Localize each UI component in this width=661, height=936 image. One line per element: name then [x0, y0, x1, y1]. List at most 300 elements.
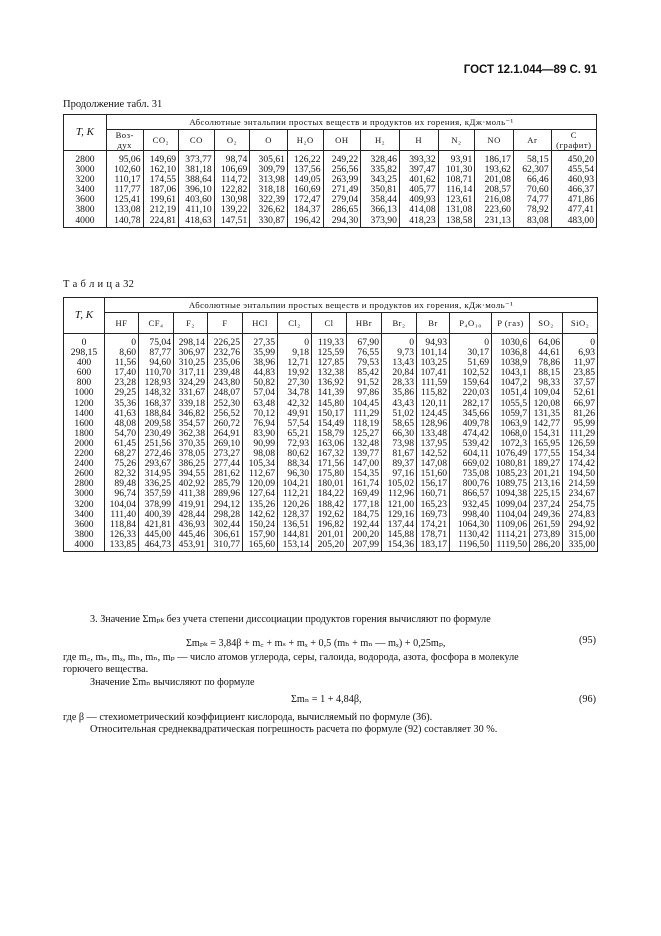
enthalpy-super-header: Абсолютные энтальпии простых веществ и продуктов их горения, кДж·моль⁻¹: [105, 298, 598, 313]
table-cell: 1080,81: [492, 459, 530, 469]
table-cell: 130,98: [214, 195, 250, 205]
table-cell: 98,74: [214, 151, 250, 166]
table-cell: 125,59: [312, 348, 347, 358]
table-31: [63, 114, 597, 228]
table-cell: 75,26: [105, 459, 139, 469]
table-cell: 421,81: [139, 520, 174, 530]
table-cell: 43,43: [382, 399, 417, 409]
column-header: CO₂: [143, 130, 179, 151]
table-cell: 402,92: [174, 479, 208, 489]
table-cell: 214,59: [563, 479, 598, 489]
table-cell: 90,99: [243, 439, 278, 449]
table-cell: 111,29: [347, 409, 382, 419]
table-cell: 13,43: [382, 358, 417, 368]
table-cell: 30,17: [450, 348, 492, 358]
table-cell: 9,18: [278, 348, 312, 358]
column-header: C (графит): [551, 130, 596, 151]
temperature-cell: 3000: [64, 489, 105, 499]
table-cell: 401,62: [399, 175, 438, 185]
table-cell: 450,20: [551, 151, 596, 166]
table-cell: 212,19: [143, 205, 179, 215]
column-header: F: [208, 313, 243, 334]
table-row: [64, 205, 597, 215]
table-cell: 160,69: [287, 185, 323, 195]
table-cell: 409,78: [450, 419, 492, 429]
table-cell: 445,00: [139, 530, 174, 540]
table-cell: 125,41: [106, 195, 143, 205]
table-cell: 57,04: [243, 388, 278, 398]
table-cell: 1030,6: [492, 334, 530, 349]
table-cell: 1036,8: [492, 348, 530, 358]
table-cell: 50,82: [243, 378, 278, 388]
table-cell: 103,25: [417, 358, 450, 368]
table-cell: 137,56: [287, 165, 323, 175]
table-cell: 174,55: [143, 175, 179, 185]
column-header: P (газ): [492, 313, 530, 334]
table-cell: 273,27: [208, 449, 243, 459]
table-cell: 1047,2: [492, 378, 530, 388]
table-row: [64, 399, 598, 409]
t-column-header: T, K: [64, 115, 107, 151]
table-cell: 309,79: [250, 165, 288, 175]
table-row: [64, 216, 597, 228]
table-cell: 177,55: [530, 449, 563, 459]
table-cell: 272,46: [139, 449, 174, 459]
table-cell: 1099,04: [492, 500, 530, 510]
table-cell: 49,91: [278, 409, 312, 419]
table-cell: 85,42: [347, 368, 382, 378]
table-cell: 11,56: [105, 358, 139, 368]
table-cell: 133,48: [417, 429, 450, 439]
table-cell: 133,85: [105, 540, 139, 552]
column-header: HCl: [243, 313, 278, 334]
table-cell: 324,29: [174, 378, 208, 388]
table31-caption: Продолжение табл. 31: [63, 99, 163, 110]
table-cell: 230,49: [139, 429, 174, 439]
table-cell: 83,90: [243, 429, 278, 439]
table-cell: 97,16: [382, 469, 417, 479]
table-cell: 192,62: [312, 510, 347, 520]
table-cell: 109,04: [530, 388, 563, 398]
table-cell: 184,22: [312, 489, 347, 499]
table-cell: 98,08: [243, 449, 278, 459]
table-cell: 315,00: [563, 530, 598, 540]
table-cell: 95,99: [563, 419, 598, 429]
table-cell: 1063,9: [492, 419, 530, 429]
table-cell: 144,81: [278, 530, 312, 540]
table-cell: 28,33: [382, 378, 417, 388]
temperature-cell: 3800: [64, 530, 105, 540]
equation-number-95: (95): [579, 635, 596, 646]
table-cell: 145,80: [312, 399, 347, 409]
table-cell: 335,00: [563, 540, 598, 552]
temperature-cell: 1000: [64, 388, 105, 398]
table-cell: 293,67: [139, 459, 174, 469]
table-cell: 317,11: [174, 368, 208, 378]
column-header: O₂: [214, 130, 250, 151]
table-cell: 213,16: [530, 479, 563, 489]
table-cell: 11,97: [563, 358, 598, 368]
table-cell: 112,67: [243, 469, 278, 479]
table-cell: 148,32: [139, 388, 174, 398]
table-cell: 114,72: [214, 175, 250, 185]
table-cell: 350,81: [361, 185, 400, 195]
table-cell: 119,33: [312, 334, 347, 349]
enthalpy-super-header: Абсолютные энтальпии простых веществ и продуктов их горения, кДж·моль⁻¹: [106, 115, 596, 130]
table-cell: 471,86: [551, 195, 596, 205]
table-cell: 294,12: [208, 500, 243, 510]
table-cell: 310,25: [174, 358, 208, 368]
table-cell: 79,53: [347, 358, 382, 368]
table-cell: 136,92: [312, 378, 347, 388]
table-cell: 102,60: [106, 165, 143, 175]
table-row: [64, 185, 597, 195]
table-cell: 122,82: [214, 185, 250, 195]
table-cell: 126,22: [287, 151, 323, 166]
table-cell: 126,33: [105, 530, 139, 540]
table-cell: 105,34: [243, 459, 278, 469]
table-cell: 165,60: [243, 540, 278, 552]
table-cell: 117,77: [106, 185, 143, 195]
table-cell: 231,13: [475, 216, 514, 228]
table-cell: 256,56: [323, 165, 361, 175]
table-cell: 336,25: [139, 479, 174, 489]
page-header: ГОСТ 12.1.044—89 С. 91: [463, 64, 597, 76]
column-header: F₂: [174, 313, 208, 334]
table-cell: 58,65: [382, 419, 417, 429]
column-header: N₂: [438, 130, 475, 151]
table-cell: 234,67: [563, 489, 598, 499]
table-cell: 1051,4: [492, 388, 530, 398]
table-cell: 373,90: [361, 216, 400, 228]
t-column-header: T, K: [64, 298, 105, 334]
table-cell: 20,84: [382, 368, 417, 378]
table-cell: 42,32: [278, 399, 312, 409]
temperature-cell: 0: [64, 334, 105, 349]
formula-96: Σmₙ = 1 + 4,84β,: [291, 694, 362, 705]
table-32: [63, 297, 598, 552]
table-cell: 27,30: [278, 378, 312, 388]
table-cell: 139,77: [347, 449, 382, 459]
table-cell: 282,17: [450, 399, 492, 409]
column-header: O: [250, 130, 288, 151]
column-header: CO: [179, 130, 215, 151]
table-cell: 120,26: [278, 500, 312, 510]
table-cell: 186,17: [475, 151, 514, 166]
table-cell: 81,67: [382, 449, 417, 459]
table-cell: 405,77: [399, 185, 438, 195]
table-cell: 378,99: [139, 500, 174, 510]
table-cell: 411,38: [174, 489, 208, 499]
table-cell: 294,92: [563, 520, 598, 530]
table-row: [64, 165, 597, 175]
table-cell: 298,14: [174, 334, 208, 349]
table-cell: 1114,21: [492, 530, 530, 540]
temperature-cell: 1400: [64, 409, 105, 419]
table-cell: 41,63: [105, 409, 139, 419]
table-cell: 96,30: [278, 469, 312, 479]
table-cell: 174,42: [563, 459, 598, 469]
table-cell: 378,05: [174, 449, 208, 459]
column-header: H: [399, 130, 438, 151]
table-cell: 37,57: [563, 378, 598, 388]
table-cell: 137,95: [417, 439, 450, 449]
table-cell: 78,86: [530, 358, 563, 368]
table32-caption: Т а б л и ц а 32: [63, 279, 135, 290]
table-cell: 104,04: [105, 500, 139, 510]
table-cell: 271,49: [323, 185, 361, 195]
paragraph-3: 3. Значение Σmₚₖ без учета степени диссоциации продуктов горения вычисляют по формуле: [90, 614, 491, 625]
table-cell: 418,63: [179, 216, 215, 228]
table-cell: 208,57: [475, 185, 514, 195]
table-cell: 154,31: [530, 429, 563, 439]
table-cell: 61,45: [105, 439, 139, 449]
table-cell: 44,61: [530, 348, 563, 358]
where-clause-2: где β — стехиометрический коэффициент кислорода, вычисляемый по формуле (36).: [63, 712, 433, 723]
table-cell: 147,08: [417, 459, 450, 469]
table-cell: 373,77: [179, 151, 215, 166]
table-cell: 89,48: [105, 479, 139, 489]
table-cell: 998,40: [450, 510, 492, 520]
table-cell: 65,21: [278, 429, 312, 439]
column-header: HBr: [347, 313, 382, 334]
table-cell: 366,13: [361, 205, 400, 215]
table-cell: 104,21: [278, 479, 312, 489]
table-cell: 735,08: [450, 469, 492, 479]
column-header: SiO₂: [563, 313, 598, 334]
table-cell: 19,92: [278, 368, 312, 378]
table-row: [64, 151, 597, 166]
table-cell: 125,27: [347, 429, 382, 439]
table-cell: 932,45: [450, 500, 492, 510]
table-cell: 133,08: [106, 205, 143, 215]
table-cell: 75,04: [139, 334, 174, 349]
table-cell: 184,37: [287, 205, 323, 215]
table-cell: 866,57: [450, 489, 492, 499]
table-cell: 397,47: [399, 165, 438, 175]
table-cell: 123,61: [438, 195, 475, 205]
table-cell: 111,40: [105, 510, 139, 520]
table-cell: 73,98: [382, 439, 417, 449]
table-cell: 330,87: [250, 216, 288, 228]
table-cell: 132,38: [312, 368, 347, 378]
table-cell: 237,24: [530, 500, 563, 510]
table-row: [64, 479, 598, 489]
table-cell: 8,60: [105, 348, 139, 358]
table-cell: 279,04: [323, 195, 361, 205]
table-cell: 127,64: [243, 489, 278, 499]
table-cell: 428,44: [174, 510, 208, 520]
table-cell: 604,11: [450, 449, 492, 459]
table-cell: 115,82: [417, 388, 450, 398]
table-cell: 248,07: [208, 388, 243, 398]
table-cell: 252,30: [208, 399, 243, 409]
table-cell: 199,61: [143, 195, 179, 205]
table-cell: 104,45: [347, 399, 382, 409]
table-cell: 118,19: [347, 419, 382, 429]
table-cell: 326,62: [250, 205, 288, 215]
table-row: [64, 429, 598, 439]
table-cell: 322,39: [250, 195, 288, 205]
formula-95: Σmₚₖ = 3,84β + m꜀ + mₛ + mₓ + 0,5 (mₕ + mₙ — mₓ) + 0,25mₚ,: [186, 638, 446, 649]
temperature-cell: 2200: [64, 449, 105, 459]
table-cell: 156,17: [417, 479, 450, 489]
table-cell: 225,15: [530, 489, 563, 499]
table-cell: 393,32: [399, 151, 438, 166]
table-cell: 147,51: [214, 216, 250, 228]
table-cell: 388,64: [179, 175, 215, 185]
table-cell: 57,54: [278, 419, 312, 429]
table-cell: 285,79: [208, 479, 243, 489]
table-cell: 66,30: [382, 429, 417, 439]
temperature-cell: 2800: [64, 479, 105, 489]
table-row: [64, 334, 598, 349]
table-cell: 235,06: [208, 358, 243, 368]
table-cell: 183,17: [417, 540, 450, 552]
table-cell: 1064,30: [450, 520, 492, 530]
temperature-cell: 4000: [64, 216, 107, 228]
column-header: H₂O: [287, 130, 323, 151]
table-cell: 168,37: [139, 399, 174, 409]
column-header: Воз- дух: [106, 130, 143, 151]
table-cell: 154,36: [382, 540, 417, 552]
table-row: [64, 520, 598, 530]
table-cell: 414,08: [399, 205, 438, 215]
table-cell: 76,55: [347, 348, 382, 358]
table-cell: 118,84: [105, 520, 139, 530]
table-cell: 194,50: [563, 469, 598, 479]
table-cell: 128,96: [417, 419, 450, 429]
table-cell: 35,36: [105, 399, 139, 409]
table-cell: 232,76: [208, 348, 243, 358]
table-cell: 249,22: [323, 151, 361, 166]
table-cell: 63,48: [243, 399, 278, 409]
table-cell: 0: [450, 334, 492, 349]
where-clause-1-cont: горючего вещества.: [63, 664, 149, 675]
table-cell: 52,61: [563, 388, 598, 398]
table-cell: 110,70: [139, 368, 174, 378]
column-header: SO₂: [530, 313, 563, 334]
table-cell: 205,20: [312, 540, 347, 552]
table-cell: 175,80: [312, 469, 347, 479]
table-cell: 0: [563, 334, 598, 349]
column-header: HF: [105, 313, 139, 334]
table-cell: 68,27: [105, 449, 139, 459]
table-cell: 171,56: [312, 459, 347, 469]
table-cell: 477,41: [551, 205, 596, 215]
table-cell: 89,37: [382, 459, 417, 469]
table-cell: 70,60: [513, 185, 551, 195]
table-cell: 302,44: [208, 520, 243, 530]
table-cell: 298,28: [208, 510, 243, 520]
table-cell: 0: [382, 334, 417, 349]
table-cell: 1038,9: [492, 358, 530, 368]
table-row: [64, 378, 598, 388]
paragraph-sum: Значение Σmₙ вычисляют по формуле: [90, 677, 255, 688]
column-header: Br₂: [382, 313, 417, 334]
table-cell: 286,65: [323, 205, 361, 215]
table-cell: 264,91: [208, 429, 243, 439]
table-cell: 96,74: [105, 489, 139, 499]
table-cell: 44,83: [243, 368, 278, 378]
table-cell: 142,62: [243, 510, 278, 520]
table-cell: 139,22: [214, 205, 250, 215]
column-header: H₂: [361, 130, 400, 151]
table-cell: 362,38: [174, 429, 208, 439]
table-cell: 188,84: [139, 409, 174, 419]
table-cell: 396,10: [179, 185, 215, 195]
table-cell: 1072,3: [492, 439, 530, 449]
column-header: Cl: [312, 313, 347, 334]
table-cell: 129,16: [382, 510, 417, 520]
table-row: [64, 489, 598, 499]
table-row: [64, 530, 598, 540]
table-cell: 162,10: [143, 165, 179, 175]
column-header: Cl₂: [278, 313, 312, 334]
table-cell: 97,86: [347, 388, 382, 398]
table-cell: 140,78: [106, 216, 143, 228]
table-cell: 141,39: [312, 388, 347, 398]
table-cell: 70,12: [243, 409, 278, 419]
table-cell: 256,52: [208, 409, 243, 419]
table-cell: 411,10: [179, 205, 215, 215]
table-cell: 314,95: [139, 469, 174, 479]
table-cell: 23,28: [105, 378, 139, 388]
table-cell: 34,78: [278, 388, 312, 398]
table-cell: 80,62: [278, 449, 312, 459]
table-cell: 381,18: [179, 165, 215, 175]
temperature-cell: 1200: [64, 399, 105, 409]
temperature-cell: 1600: [64, 419, 105, 429]
table-cell: 95,06: [106, 151, 143, 166]
table-cell: 249,36: [530, 510, 563, 520]
table-cell: 261,59: [530, 520, 563, 530]
table-cell: 165,23: [417, 500, 450, 510]
table-cell: 88,15: [530, 368, 563, 378]
table-cell: 6,93: [563, 348, 598, 358]
table-cell: 345,66: [450, 409, 492, 419]
temperature-cell: 600: [64, 368, 105, 378]
temperature-cell: 2600: [64, 469, 105, 479]
table-cell: 35,99: [243, 348, 278, 358]
column-header: CF₄: [139, 313, 174, 334]
table-row: [64, 358, 598, 368]
table-cell: 136,51: [278, 520, 312, 530]
table-cell: 1119,50: [492, 540, 530, 552]
table-cell: 62,307: [513, 165, 551, 175]
table-cell: 357,59: [139, 489, 174, 499]
table-cell: 277,44: [208, 459, 243, 469]
temperature-cell: 1800: [64, 429, 105, 439]
table-cell: 112,96: [382, 489, 417, 499]
table-cell: 157,90: [243, 530, 278, 540]
table-cell: 29,25: [105, 388, 139, 398]
table-cell: 328,46: [361, 151, 400, 166]
table-cell: 306,61: [208, 530, 243, 540]
table-cell: 160,71: [417, 489, 450, 499]
table-cell: 64,06: [530, 334, 563, 349]
table-cell: 82,32: [105, 469, 139, 479]
temperature-cell: 3000: [64, 165, 107, 175]
table-cell: 178,71: [417, 530, 450, 540]
table-cell: 23,85: [563, 368, 598, 378]
table-cell: 154,34: [563, 449, 598, 459]
table-cell: 274,83: [563, 510, 598, 520]
table-cell: 158,79: [312, 429, 347, 439]
table-cell: 149,69: [143, 151, 179, 166]
temperature-cell: 800: [64, 378, 105, 388]
table-cell: 331,67: [174, 388, 208, 398]
